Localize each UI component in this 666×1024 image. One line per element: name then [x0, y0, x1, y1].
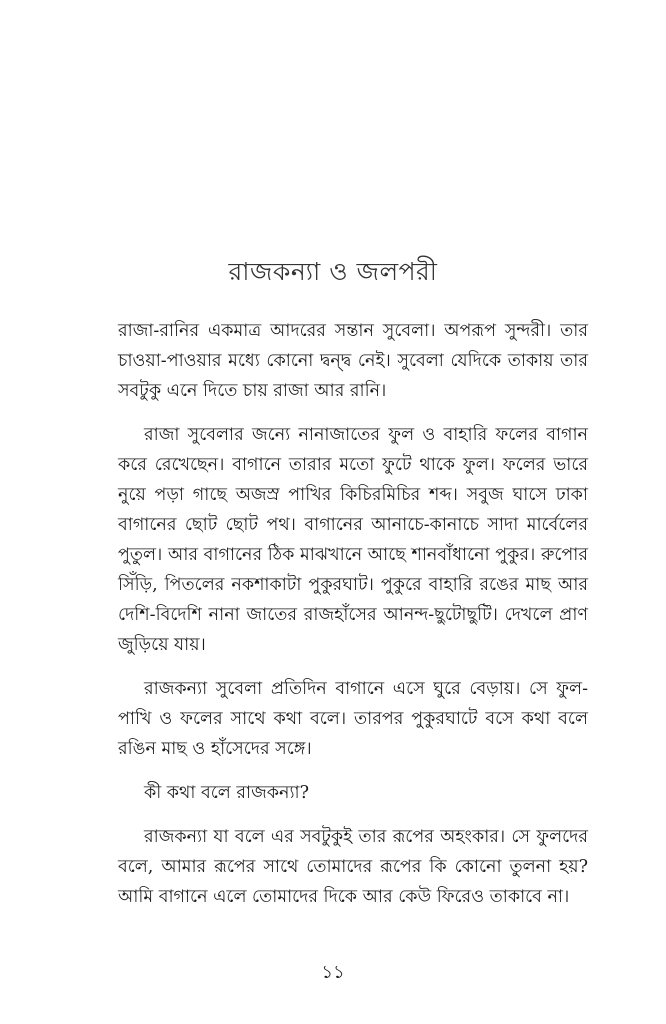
paragraph-5: রাজকন্যা যা বলে এর সবটুকুই তার রূপের অহংকার। সে ফুলদের বলে, আমার রূপের সাথে তোমাদের রূপের কি কোনো তুলনা হয়? আমি বাগানে এলে তোমাদের দিকে আর কেউ ফিরেও তাকাবে না। — [118, 827, 588, 907]
chapter-title: রাজকন্যা ও জলপরী — [228, 257, 438, 286]
paragraph-2: রাজা সুবেলার জন্যে নানাজাতের ফুল ও বাহারি ফলের বাগান করে রেখেছেন। বাগানে তারার মতো ফুটে থাকে ফুল। ফলের ভারে নুয়ে পড়া গাছে অজস্র পাখির কিচিরমিচির শব্দ। সবুজ ঘাসে ঢাকা বাগানের ছোট ছোট পথ। বাগানের আনাচে-কানাচে সাদা মার্বেলের পুতুল। আর বাগানের ঠিক মাঝখানে আছে শানবাঁধানো পুকুর। রুপোর সিঁড়ি, পিতলের নকশাকাটা পুকুরঘাট। পুকুরে বাহারি রঙের মাছ আর দেশি-বিদেশি নানা জাতের রাজহাঁসের আনন্দ-ছুটোছুটি। দেখলে প্রাণ জুড়িয়ে যায়। — [118, 425, 588, 655]
paragraph-1: রাজা-রানির একমাত্র আদরের সন্তান সুবেলা। অপরূপ সুন্দরী। তার চাওয়া-পাওয়ার মধ্যে কোনো দ্বন্দ্ব নেই। সুবেলা যেদিকে তাকায় তার সবটুকু এনে দিতে চায় রাজা আর রানি। — [118, 321, 588, 401]
story-body — [118, 316, 588, 926]
page-number: ১১ — [321, 962, 345, 983]
paragraph-3: রাজকন্যা সুবেলা প্রতিদিন বাগানে এসে ঘুরে বেড়ায়। সে ফুল-পাখি ও ফলের সাথে কথা বলে। তারপর পুকুরঘাটে বসে কথা বলে রঙিন মাছ ও হাঁসেদের সঙ্গে। — [118, 679, 588, 759]
paragraph-4: কী কথা বলে রাজকন্যা? — [144, 783, 309, 803]
